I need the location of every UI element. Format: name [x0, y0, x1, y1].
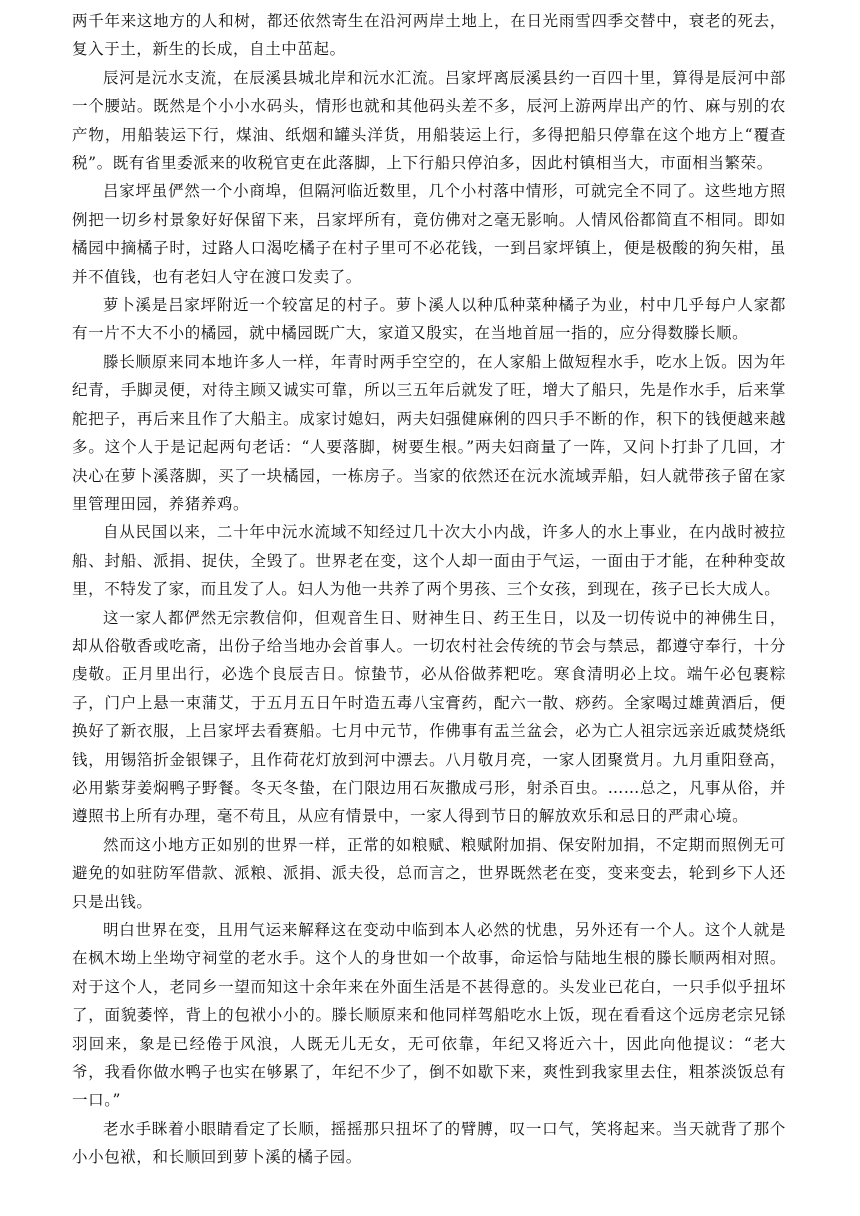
paragraph-1: 两千年来这地方的人和树，都还依然寄生在沿河两岸土地上，在日光雨雪四季交替中，衰老的死去，复入于土，新生的长成，自土中茁起。: [72, 12, 786, 59]
paragraph-9: 明白世界在变，且用气运来解释这在变动中临到本人必然的忧患，另外还有一个人。这个人就是在枫木坳上坐坳守祠堂的老水手。这个人的身世如一个故事，命运恰与陆地生根的滕长顺两相对照。对于这个人，老同乡一望而知这十余年来在外面生活是不甚得意的。头发业已花白，一只手似乎扭坏了，面貌萎悴，背上的包袱小小的。滕长顺原来和他同样驾船吃水上饭，现在看看这个远房老宗兄铩羽回来，象是已经倦于风浪，人既无儿无女，无可依靠，年纪又将近六十，因此向他提议：“老大爷，我看你做水鸭子也实在够累了，年纪不少了，倒不如歇下来，爽性到我家里去住，粗茶淡饭总有一口。”: [72, 921, 786, 1110]
paragraph-5: 滕长顺原来同本地许多人一样，年青时两手空空的，在人家船上做短程水手，吃水上饭。因为年纪青，手脚灵便，对待主顾又诚实可靠，所以三五年后就发了旺，增大了船只，先是作水手，后来掌舵把子，再后来且作了大船主。成家讨媳妇，两夫妇强健麻俐的四只手不断的作，积下的钱便越来越多。这个人于是记起两句老话：“人要落脚，树要生根。”两夫妇商量了一阵，又问卜打卦了几回，才决心在萝卜溪落脚，买了一块橘园，一栋房子。当家的依然还在沅水流域弄船，妇人就带孩子留在家里管理田园，养猪养鸡。: [72, 352, 786, 513]
paragraph-2: 辰河是沅水支流，在辰溪县城北岸和沅水汇流。吕家坪离辰溪县约一百四十里，算得是辰河中部一个腰站。既然是个小小水码头，情形也就和其他码头差不多，辰河上游两岸出产的竹、麻与别的农产物，用船装运下行，煤油、纸烟和罐头洋货，用船装运上行，多得把船只停靠在这个地方上“覆查税”。既有省里委派来的收税官吏在此落脚，上下行船只停泊多，因此村镇相当大，市面相当繁荣。: [72, 68, 786, 173]
paragraph-6: 自从民国以来，二十年中沅水流域不知经过几十次大小内战，许多人的水上事业，在内战时被拉船、封船、派捐、捉伕，全毁了。世界老在变，这个人却一面由于气运，一面由于才能，在种种变故里，不特发了家，而且发了人。妇人为他一共养了两个男孩、三个女孩，到现在，孩子已长大成人。: [72, 523, 786, 599]
paragraph-10: 老水手眯着小眼睛看定了长顺，摇摇那只扭坏了的臂膊，叹一口气，笑将起来。当天就背了那个小小包袱，和长顺回到萝卜溪的橘子园。: [72, 1119, 786, 1167]
paragraph-3: 吕家坪虽俨然一个小商埠，但隔河临近数里，几个小村落中情形，可就完全不同了。这些地方照例把一切乡村景象好好保留下来，吕家坪所有，竟仿佛对之毫无影响。人情风俗都简直不相同。即如橘园中摘橘子时，过路人口渴吃橘子在村子里可不必花钱，一到吕家坪镇上，便是极酸的狗矢柑，虽并不值钱，也有老妇人守在渡口发卖了。: [72, 182, 786, 286]
paragraph-4: 萝卜溪是吕家坪附近一个较富足的村子。萝卜溪人以种瓜种菜种橘子为业，村中几乎每户人家都有一片不大不小的橘园，就中橘园既广大，家道又殷实，在当地首屈一指的，应分得数滕长顺。: [72, 296, 786, 343]
paragraph-7: 这一家人都俨然无宗教信仰，但观音生日、财神生日、药王生日，以及一切传说中的神佛生日，却从俗敬香或吃斋，出份子给当地办会首事人。一切农村社会传统的节会与禁忌，都遵守奉行，十分虔敬。正月里出行，必选个良辰吉日。惊蛰节，必从俗做荞粑吃。寒食清明必上坟。端午必包裹粽子，门户上悬一束蒲艾，于五月五日午时造五毒八宝膏药，配六一散、痧药。全家喝过雄黄酒后，便换好了新衣服，上吕家坪去看赛船。七月中元节，作佛事有盂兰盆会，必为亡人祖宗远亲近戚焚烧纸钱，用锡箔折金银锞子，且作荷花灯放到河中漂去。八月敬月亮，一家人团聚赏月。九月重阳登高，必用紫芽姜焖鸭子野餐。冬天冬蛰，在门限边用石灰撒成弓形，射杀百虫。……总之，凡事从俗，并遵照书上所有办理，毫不苟且，从应有情景中，一家人得到节日的解放欢乐和忌日的严肃心境。: [72, 608, 786, 826]
paragraph-8: 然而这小地方正如别的世界一样，正常的如粮赋、粮赋附加捐、保安附加捐，不定期而照例无可避免的如驻防军借款、派粮、派捐、派夫役，总而言之，世界既然老在变，变来变去，轮到乡下人还只是出钱。: [72, 835, 786, 911]
